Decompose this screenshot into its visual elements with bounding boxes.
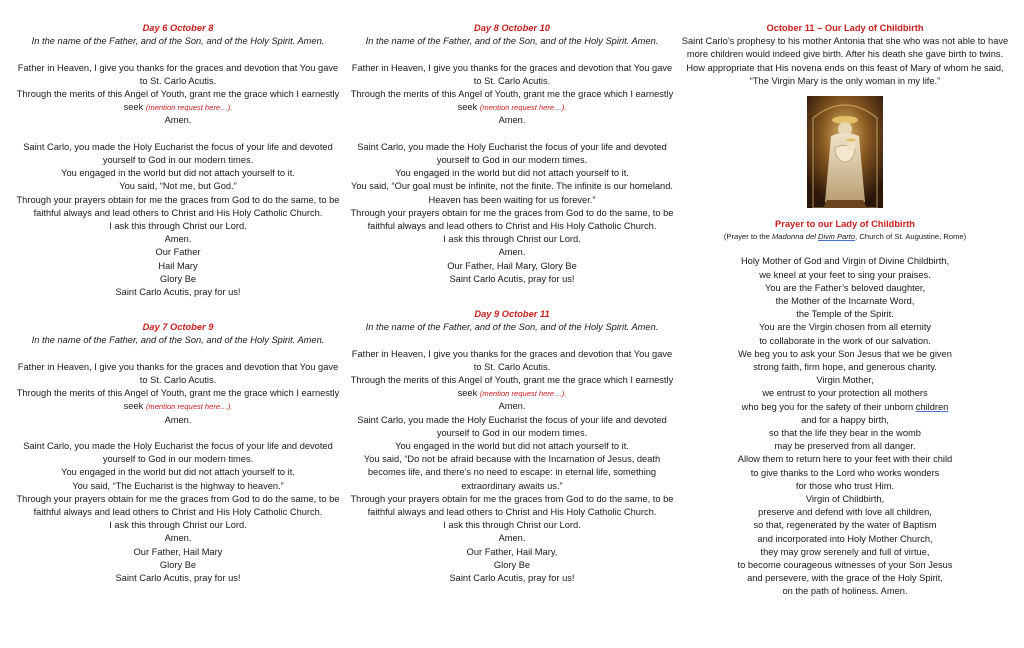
prayer-line: to collaborate in the work of our salvation. <box>759 335 931 346</box>
day9-through-christ: I ask this through Christ our Lord. <box>443 520 581 531</box>
day8-title: Day 8 October 10 <box>474 23 550 33</box>
day9-pray-for-us: Saint Carlo Acutis, pray for us! <box>449 573 575 584</box>
day8-invocation: In the name of the Father, and of the Son, and of the Holy Spirit. Amen. <box>365 36 659 47</box>
day9-amen2: Amen. <box>498 533 526 544</box>
prayer-line: strong faith, firm hope, and generous charity. <box>753 362 937 373</box>
day9-our-father-hail-mary: Our Father, Hail Mary, <box>466 546 558 557</box>
day9-thanks: Father in Heaven, I give you thanks for the graces and devotion that You gave to St. Carlo Acutis. <box>351 348 673 372</box>
day6-thanks: Father in Heaven, I give you thanks for the graces and devotion that You gave to St. Carlo Acutis. <box>17 62 339 86</box>
prayer-title: Prayer to our Lady of Childbirth <box>775 219 915 230</box>
day8-amen: Amen. <box>498 115 526 126</box>
day6-quote: You said, “Not me, but God.” <box>119 181 237 192</box>
day7-quote: You said, “The Eucharist is the highway to heaven.” <box>72 480 284 491</box>
mention-request-placeholder: (mention request here…). <box>479 103 567 113</box>
prayer-line: You are the Father’s beloved daughter, <box>764 282 926 293</box>
prayer-line: We beg you to ask your Son Jesus that we be given <box>738 348 952 359</box>
day6-amen: Amen. <box>164 115 192 126</box>
day7-eucharist: Saint Carlo, you made the Holy Eucharist the focus of your life and devoted yourself to God in our modern times. <box>23 441 333 465</box>
day9-eucharist: Saint Carlo, you made the Holy Eucharist the focus of your life and devoted yourself to God in our modern times. <box>357 414 667 438</box>
day9-section <box>347 308 677 585</box>
day6-prayers: Through your prayers obtain for me the graces from God to do the same, to be faithful always and lead others to Christ and His Holy Catholic Church. <box>16 194 340 218</box>
day6-eucharist: Saint Carlo, you made the Holy Eucharist the focus of your life and devoted yourself to God in our modern times. <box>23 141 333 165</box>
day7-amen2: Amen. <box>164 533 192 544</box>
spellcheck-underlined-word: children <box>915 401 949 412</box>
day8-through-christ: I ask this through Christ our Lord. <box>443 234 581 245</box>
prayer-line: we entrust to your protection all mothers <box>762 388 928 399</box>
column-middle <box>347 22 677 585</box>
day7-grace-request: Through the merits of this Angel of Youth, grant me the grace which I earnestly seek (mention request here…). <box>16 388 340 412</box>
day8-section <box>347 22 677 286</box>
day6-glory-be: Glory Be <box>159 273 197 284</box>
madonna-statue-image <box>807 96 883 208</box>
prayer-line: and incorporated into Holy Mother Church, <box>757 533 933 544</box>
day9-title: Day 9 October 11 <box>474 309 550 320</box>
day8-world: You engaged in the world but did not attach yourself to it. <box>395 168 629 179</box>
day7-pray-for-us: Saint Carlo Acutis, pray for us! <box>115 573 241 584</box>
day7-amen: Amen. <box>164 414 192 425</box>
day6-amen2: Amen. <box>164 234 192 245</box>
day6-hail-mary: Hail Mary <box>158 260 198 271</box>
day6-through-christ: I ask this through Christ our Lord. <box>109 221 247 232</box>
prayer-line: Virgin Mother, <box>816 375 874 386</box>
childbirth-title: October 11 – Our Lady of Childbirth <box>766 23 924 33</box>
prayer-line: and for a happy birth, <box>801 414 889 425</box>
prophesy-text: Saint Carlo’s prophesy to his mother Antonia that she who was not able to have more children would indeed give birth. After his death she gave birth to twins. How appropriate that His novena ends on this feast of Mary of whom he said, <box>681 36 1009 73</box>
day8-grace-request: Through the merits of this Angel of Youth, grant me the grace which I earnestly seek (mention request here…). <box>350 89 674 113</box>
day8-thanks: Father in Heaven, I give you thanks for the graces and devotion that You gave to St. Carlo Acutis. <box>351 62 673 86</box>
prayer-line: on the path of holiness. Amen. <box>782 586 908 597</box>
column-left <box>13 22 343 585</box>
virgin-mary-quote: “The Virgin Mary is the only woman in my life.” <box>749 75 941 86</box>
day8-pray-for-us: Saint Carlo Acutis, pray for us! <box>449 273 575 284</box>
prayer-line: Holy Mother of God and Virgin of Divine Childbirth, <box>740 256 950 267</box>
prayer-line: preserve and defend with love all children, <box>758 507 932 518</box>
day9-grace-request: Through the merits of this Angel of Youth, grant me the grace which I earnestly seek (mention request here…). <box>350 375 674 399</box>
mention-request-placeholder: (mention request here…). <box>145 402 233 412</box>
day7-title: Day 7 October 9 <box>142 322 214 333</box>
day9-amen: Amen. <box>498 401 526 412</box>
day6-title: Day 6 October 8 <box>142 23 214 33</box>
day6-grace-request: Through the merits of this Angel of Youth, grant me the grace which I earnestly seek (mention request here…). <box>16 89 340 113</box>
day8-eucharist: Saint Carlo, you made the Holy Eucharist the focus of your life and devoted yourself to God in our modern times. <box>357 141 667 165</box>
day9-invocation: In the name of the Father, and of the Son, and of the Holy Spirit. Amen. <box>365 322 659 333</box>
madonna-image-wrapper <box>678 96 1012 208</box>
day9-world: You engaged in the world but did not attach yourself to it. <box>395 441 629 452</box>
day7-through-christ: I ask this through Christ our Lord. <box>109 520 247 531</box>
prayer-line: so that, regenerated by the water of Baptism <box>753 520 937 531</box>
prayer-line: to give thanks to the Lord who works wonders <box>750 467 940 478</box>
day6-our-father: Our Father <box>155 247 201 258</box>
prayer-line-children: who beg you for the safety of their unborn children <box>741 401 949 412</box>
day9-quote: You said, “Do not be afraid because with the Incarnation of Jesus, death becomes life, and there’s no need to escape: in eternal life, something extraordinary awaits us.” <box>363 454 661 491</box>
day6-invocation: In the name of the Father, and of the Son, and of the Holy Spirit. Amen. <box>31 36 325 47</box>
day6-pray-for-us: Saint Carlo Acutis, pray for us! <box>115 287 241 298</box>
day9-glory-be: Glory Be <box>493 559 531 570</box>
day9-prayers: Through your prayers obtain for me the graces from God to do the same, to be faithful always and lead others to Christ and His Holy Catholic Church. <box>350 493 674 518</box>
day7-invocation: In the name of the Father, and of the Son, and of the Holy Spirit. Amen. <box>31 335 325 346</box>
prayer-lines-1 <box>678 255 1012 598</box>
prayer-line: Virgin of Childbirth, <box>805 494 885 505</box>
prayer-line: Allow them to return here to your feet with their child <box>737 454 953 465</box>
day8-prayers: Through your prayers obtain for me the graces from God to do the same, to be faithful always and lead others to Christ and His Holy Catholic Church. <box>350 207 674 232</box>
day8-quote: You said, “Our goal must be infinite, not the finite. The infinite is our homeland. Heaven has been waiting for us forever.” <box>351 181 673 205</box>
day8-amen2: Amen. <box>498 247 526 258</box>
day7-world: You engaged in the world but did not attach yourself to it. <box>61 467 295 478</box>
prayer-line: we kneel at your feet to sing your praises. <box>759 269 931 280</box>
day7-our-father-hail-mary: Our Father, Hail Mary <box>133 546 223 557</box>
prayer-line: for those who trust Him. <box>795 480 895 491</box>
day7-thanks: Father in Heaven, I give you thanks for the graces and devotion that You gave to St. Carlo Acutis. <box>17 361 339 386</box>
mention-request-placeholder: (mention request here…). <box>145 103 233 113</box>
prayer-line: and persevere, with the grace of the Holy Spirit, <box>747 573 943 584</box>
day7-prayers: Through your prayers obtain for me the graces from God to do the same, to be faithful always and lead others to Christ and His Holy Catholic Church. <box>16 493 340 518</box>
prayer-subtitle: (Prayer to the Madonna del Divin Parto, Church of St. Augustine, Rome) <box>723 232 967 242</box>
day6-section <box>13 22 343 299</box>
day8-our-father-hail-mary-glory-be: Our Father, Hail Mary, Glory Be <box>447 260 577 271</box>
childbirth-intro-section <box>678 22 1012 88</box>
day7-glory-be: Glory Be <box>159 559 197 570</box>
day6-world: You engaged in the world but did not attach yourself to it. <box>61 168 295 179</box>
prayer-line: to become courageous witnesses of your Son Jesus <box>737 560 953 571</box>
childbirth-prayer-section <box>678 218 1012 599</box>
mention-request-placeholder: (mention request here…). <box>479 389 567 399</box>
prayer-line: so that the life they bear in the womb <box>769 428 921 439</box>
prayer-line: You are the Virgin chosen from all eternity <box>758 322 932 333</box>
day7-section <box>13 321 343 585</box>
prayer-line: may be preserved from all danger. <box>774 441 916 452</box>
column-right <box>678 22 1012 599</box>
prayer-line: they may grow serenely and full of virtue, <box>760 546 930 557</box>
prayer-line: the Temple of the Spirit. <box>796 309 894 320</box>
prayer-line: the Mother of the Incarnate Word, <box>775 296 915 307</box>
